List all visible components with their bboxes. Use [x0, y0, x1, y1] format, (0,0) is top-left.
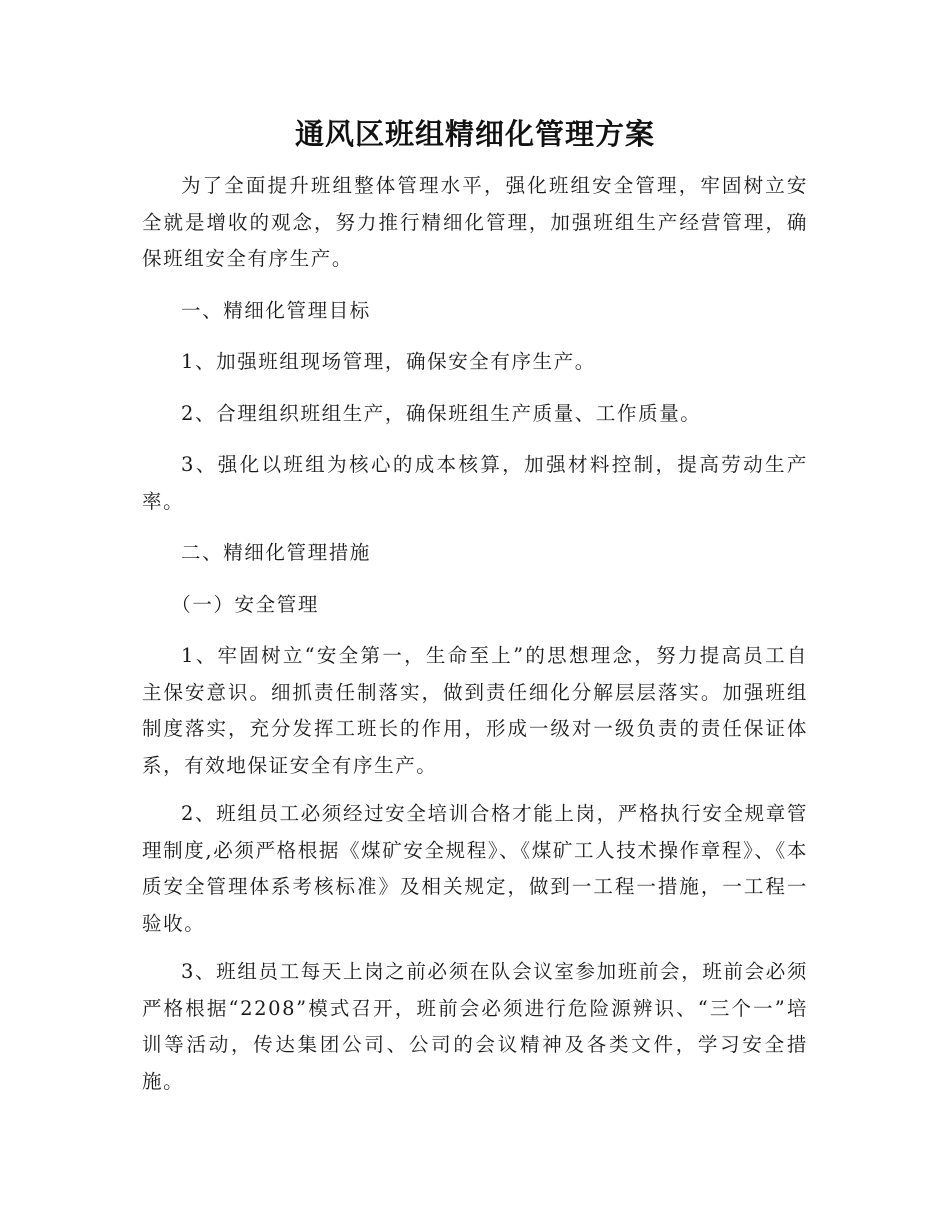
- section-heading-measures: 二、精细化管理措施: [181, 541, 371, 564]
- goal-item-2: 2、合理组织班组生产，确保班组生产质量、工作质量。: [181, 401, 702, 425]
- safety-item-2: 2、班组员工必须经过安全培训合格才能上岗，严格执行安全规章管理制度,必须严格根据《煤矿安全规程》、《煤矿工人技术操作章程》、《本质安全管理体系考核标准》及相关规定，做到一工程一措施，一工程一验收。: [142, 802, 808, 935]
- goal-item-3: 3、强化以班组为核心的成本核算，加强材料控制，提高劳动生产率。: [142, 453, 808, 513]
- intro-paragraph: 为了全面提升班组整体管理水平，强化班组安全管理，牢固树立安全就是增收的观念，努力推行精细化管理，加强班组生产经营管理，确保班组安全有序生产。: [142, 174, 808, 270]
- document-title: 通风区班组精细化管理方案: [294, 117, 655, 151]
- document-body: [142, 168, 808, 1100]
- safety-item-1: 1、牢固树立“安全第一，生命至上”的思想理念，努力提高员工自主保安意识。细抓责任制落实，做到责任细化分解层层落实。加强班组制度落实，充分发挥工班长的作用，形成一级对一级负责的责任保证体系，有效地保证安全有序生产。: [142, 644, 808, 777]
- section-heading-goals: 一、精细化管理目标: [181, 298, 371, 322]
- subsection-heading-safety: （一）安全管理: [171, 592, 319, 616]
- goal-item-1: 1、加强班组现场管理，确保安全有序生产。: [181, 350, 596, 373]
- safety-item-3: 3、班组员工每天上岗之前必须在队会议室参加班前会，班前会必须严格根据“2208”模式召开，班前会必须进行危险源辨识、“三个一”培训等活动，传达集团公司、公司的会议精神及各类文件，学习安全措施。: [142, 960, 808, 1093]
